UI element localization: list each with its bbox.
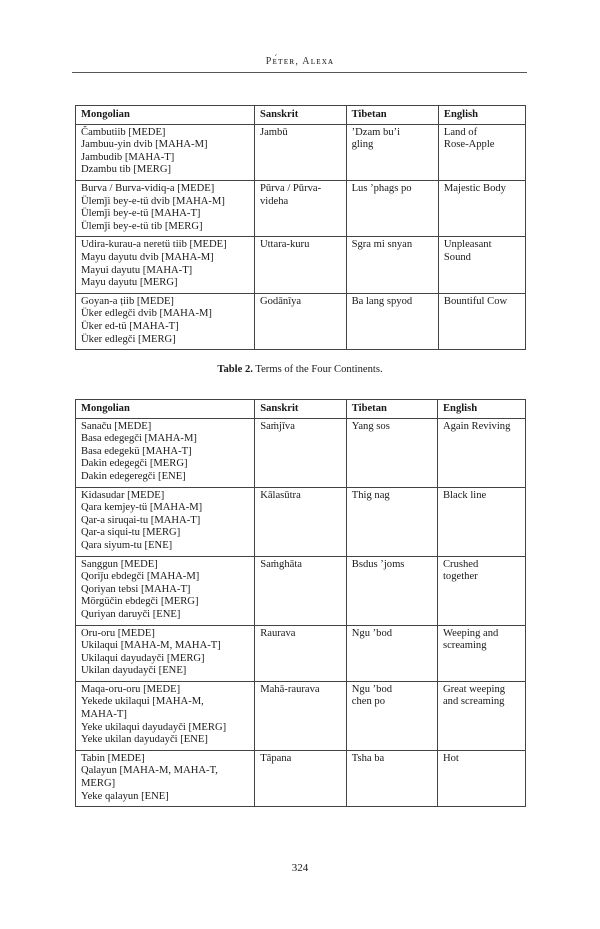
cell-sanskrit xyxy=(254,124,346,180)
mongolian-line: Yeke ukilan dayudayči [ENE] xyxy=(81,734,208,746)
mongolian-line: Ülemǰi bey-e-tü [MAHA-T] xyxy=(81,208,201,220)
mongolian-line: Dakin edegeregči [ENE] xyxy=(81,470,186,482)
sanskrit-line: Uttara-kuru xyxy=(259,239,310,251)
mongolian-line: Ukilan dayudayči [ENE] xyxy=(81,665,187,677)
tibetan-line: Tsha ba xyxy=(351,752,385,764)
column-header-mongolian: Mongolian xyxy=(76,106,255,125)
english-line: Black line xyxy=(442,489,487,501)
mongolian-line: Basa edegekü [MAHA-T] xyxy=(81,445,192,457)
cell-english xyxy=(437,418,525,487)
cell-english xyxy=(437,625,525,681)
mongolian-line: Sanggun [MEDE] xyxy=(81,558,158,570)
table-caption xyxy=(0,364,600,375)
sanskrit-line: Mahā-raurava xyxy=(260,683,320,695)
mongolian-line: Tabin [MEDE] xyxy=(81,752,145,764)
table-row xyxy=(76,487,526,556)
mongolian-line: Qoriǰu ebdegči [MAHA-M] xyxy=(81,571,200,583)
mongolian-line: Ukilaqui [MAHA-M, MAHA-T] xyxy=(81,640,221,652)
running-head: Pᴇ́ᴛᴇʀ, Aʟᴇxᴀ xyxy=(265,56,335,67)
header-rule xyxy=(72,72,527,73)
mongolian-line: Qoriyan tebsi [MAHA-T] xyxy=(81,583,191,595)
english-line: together xyxy=(442,571,478,583)
sanskrit-line: Pūrva / Pūrva- xyxy=(259,182,322,194)
cell-english xyxy=(437,681,525,750)
page-number: 324 xyxy=(291,862,309,874)
english-line: Crushed xyxy=(442,558,479,570)
mongolian-line: Ukilaqui dayudayči [MERG] xyxy=(81,652,205,664)
cell-sanskrit xyxy=(255,750,347,806)
table-row xyxy=(76,750,526,806)
tibetan-line: Bsdus ’joms xyxy=(351,558,405,570)
mongolian-line: Qara siyum-tu [ENE] xyxy=(81,539,173,551)
english-line: Great weeping xyxy=(442,683,506,695)
mongolian-line: Mayu dayutu [MERG] xyxy=(81,277,178,289)
mongolian-line: Udira-kurau-a neretü tiib [MEDE] xyxy=(81,239,227,251)
table-row xyxy=(76,237,526,293)
mongolian-line: Yeke qalayun [ENE] xyxy=(81,790,169,802)
mongolian-line: Mayu dayutu dvib [MAHA-M] xyxy=(81,251,214,263)
cell-sanskrit xyxy=(255,556,347,625)
mongolian-line: Maqa-oru-oru [MEDE] xyxy=(81,683,181,695)
mongolian-line: Kidasudar [MEDE] xyxy=(81,489,165,501)
caption-text: Terms of the Four Continents. xyxy=(252,364,383,375)
cell-english xyxy=(438,237,525,293)
mongolian-line: Dzambu tib [MERG] xyxy=(81,164,172,176)
column-header-mongolian: Mongolian xyxy=(76,400,255,419)
cell-sanskrit xyxy=(254,237,346,293)
mongolian-line: Qar-a siqui-tu [MERG] xyxy=(81,527,181,539)
column-header-english: English xyxy=(438,106,525,125)
cell-english xyxy=(438,124,525,180)
column-header-sanskrit: Sanskrit xyxy=(255,400,347,419)
cell-tibetan xyxy=(346,556,437,625)
cell-sanskrit xyxy=(255,681,347,750)
mongolian-line: Ülemǰi bey-e-tü tib [MERG] xyxy=(81,220,203,232)
mongolian-line: Jambudib [MAHA-T] xyxy=(81,151,175,163)
cell-tibetan xyxy=(346,124,438,180)
cell-english xyxy=(438,180,525,236)
sanskrit-line: Saṁjīva xyxy=(260,420,295,432)
table-row xyxy=(76,625,526,681)
mongolian-line: Sanaču [MEDE] xyxy=(81,420,152,432)
cell-tibetan xyxy=(346,293,438,349)
mongolian-line: Mörgüčin ebdegči [MERG] xyxy=(81,596,199,608)
table-row xyxy=(76,681,526,750)
tibetan-line: chen po xyxy=(351,696,385,708)
tibetan-line: Lus ’phags po xyxy=(351,182,412,194)
tibetan-line: Yang sos xyxy=(351,420,390,432)
mongolian-line: Burva / Burva-vidiq-a [MEDE] xyxy=(81,182,215,194)
cell-tibetan xyxy=(346,681,437,750)
tibetan-line: Sgra mi snyan xyxy=(351,239,413,251)
mongolian-line: Üker ed-tü [MAHA-T] xyxy=(81,320,179,332)
cell-mongolian xyxy=(76,556,255,625)
cell-mongolian xyxy=(76,237,255,293)
cell-mongolian xyxy=(76,180,255,236)
table-row xyxy=(76,556,526,625)
column-header-tibetan: Tibetan xyxy=(346,106,438,125)
table-row xyxy=(76,293,526,349)
mongolian-line: Yekede ukilaqui [MAHA-M, xyxy=(81,696,204,708)
english-line: Land of xyxy=(443,126,478,138)
sanskrit-line: Raurava xyxy=(260,627,296,639)
tibetan-line: Ngu ’bod xyxy=(351,627,393,639)
sanskrit-line: videha xyxy=(259,195,289,207)
mongolian-line: Jambuu-yin dvib [MAHA-M] xyxy=(81,139,208,151)
table-header-row xyxy=(76,400,526,419)
mongolian-line: Quriyan daruyči [ENE] xyxy=(81,608,181,620)
english-line: and screaming xyxy=(442,696,505,708)
cell-tibetan xyxy=(346,237,438,293)
sanskrit-line: Kālasūtra xyxy=(260,489,301,501)
cell-mongolian xyxy=(76,293,255,349)
table-header-row xyxy=(76,106,526,125)
cell-sanskrit xyxy=(255,487,347,556)
english-line: Weeping and xyxy=(442,627,499,639)
tibetan-line: Thig nag xyxy=(351,489,390,501)
mongolian-line: Mayui dayutu [MAHA-T] xyxy=(81,264,193,276)
tibetan-line: ’Dzam bu’i xyxy=(351,126,401,138)
cell-sanskrit xyxy=(254,293,346,349)
mongolian-line: Qar-a siruqai-tu [MAHA-T] xyxy=(81,514,201,526)
english-line: Majestic Body xyxy=(443,182,506,194)
cell-sanskrit xyxy=(254,180,346,236)
column-header-tibetan: Tibetan xyxy=(346,400,437,419)
mongolian-line: Basa edegegči [MAHA-M] xyxy=(81,433,197,445)
mongolian-line: Qalayun [MAHA-M, MAHA-T, xyxy=(81,765,218,777)
english-line: Hot xyxy=(442,752,459,764)
english-line: Unpleasant xyxy=(443,239,492,251)
english-line: screaming xyxy=(442,640,487,652)
mongolian-line: Čambutiib [MEDE] xyxy=(81,126,166,138)
cell-tibetan xyxy=(346,418,437,487)
mongolian-line: Goyan-a ṭiib [MEDE] xyxy=(81,295,174,307)
cell-mongolian xyxy=(76,487,255,556)
mongolian-line: Dakin edegegči [MERG] xyxy=(81,458,188,470)
sanskrit-line: Jambū xyxy=(259,126,288,138)
mongolian-line: Oru-oru [MEDE] xyxy=(81,627,155,639)
mongolian-line: Üker edlegči dvib [MAHA-M] xyxy=(81,308,212,320)
cell-sanskrit xyxy=(255,418,347,487)
cell-english xyxy=(438,293,525,349)
table-row xyxy=(76,418,526,487)
column-header-sanskrit: Sanskrit xyxy=(254,106,346,125)
sanskrit-line: Tāpana xyxy=(260,752,292,764)
english-line: Again Reviving xyxy=(442,420,511,432)
mongolian-line: Qara kemjey-tü [MAHA-M] xyxy=(81,502,203,514)
sanskrit-line: Godānīya xyxy=(259,295,302,307)
table-row xyxy=(76,124,526,180)
cell-mongolian xyxy=(76,625,255,681)
mongolian-line: MERG] xyxy=(81,778,116,790)
tibetan-line: gling xyxy=(351,139,374,151)
cell-mongolian xyxy=(76,418,255,487)
cell-mongolian xyxy=(76,681,255,750)
table-row xyxy=(76,180,526,236)
english-line: Bountiful Cow xyxy=(443,295,508,307)
cell-sanskrit xyxy=(255,625,347,681)
column-header-english: English xyxy=(437,400,525,419)
cell-english xyxy=(437,750,525,806)
caption-label: Table 2. xyxy=(217,364,253,375)
mongolian-line: Üker edlegči [MERG] xyxy=(81,333,176,345)
mongolian-line: Ülemǰi bey-e-tü dvib [MAHA-M] xyxy=(81,195,225,207)
cell-tibetan xyxy=(346,625,437,681)
cell-tibetan xyxy=(346,180,438,236)
tibetan-line: Ngu ’bod xyxy=(351,683,393,695)
cell-tibetan xyxy=(346,487,437,556)
english-line: Sound xyxy=(443,251,471,263)
cell-english xyxy=(437,487,525,556)
cell-tibetan xyxy=(346,750,437,806)
english-line: Rose-Apple xyxy=(443,139,495,151)
sanskrit-line: Saṁghāta xyxy=(260,558,302,570)
cell-mongolian xyxy=(76,750,255,806)
mongolian-line: MAHA-T] xyxy=(81,709,127,721)
cell-mongolian xyxy=(76,124,255,180)
cell-english xyxy=(437,556,525,625)
tibetan-line: Ba lang spyod xyxy=(351,295,413,307)
mongolian-line: Yeke ukilaqui dayudayči [MERG] xyxy=(81,721,227,733)
hells-terms-table xyxy=(75,399,526,807)
continents-terms-table xyxy=(75,105,526,350)
